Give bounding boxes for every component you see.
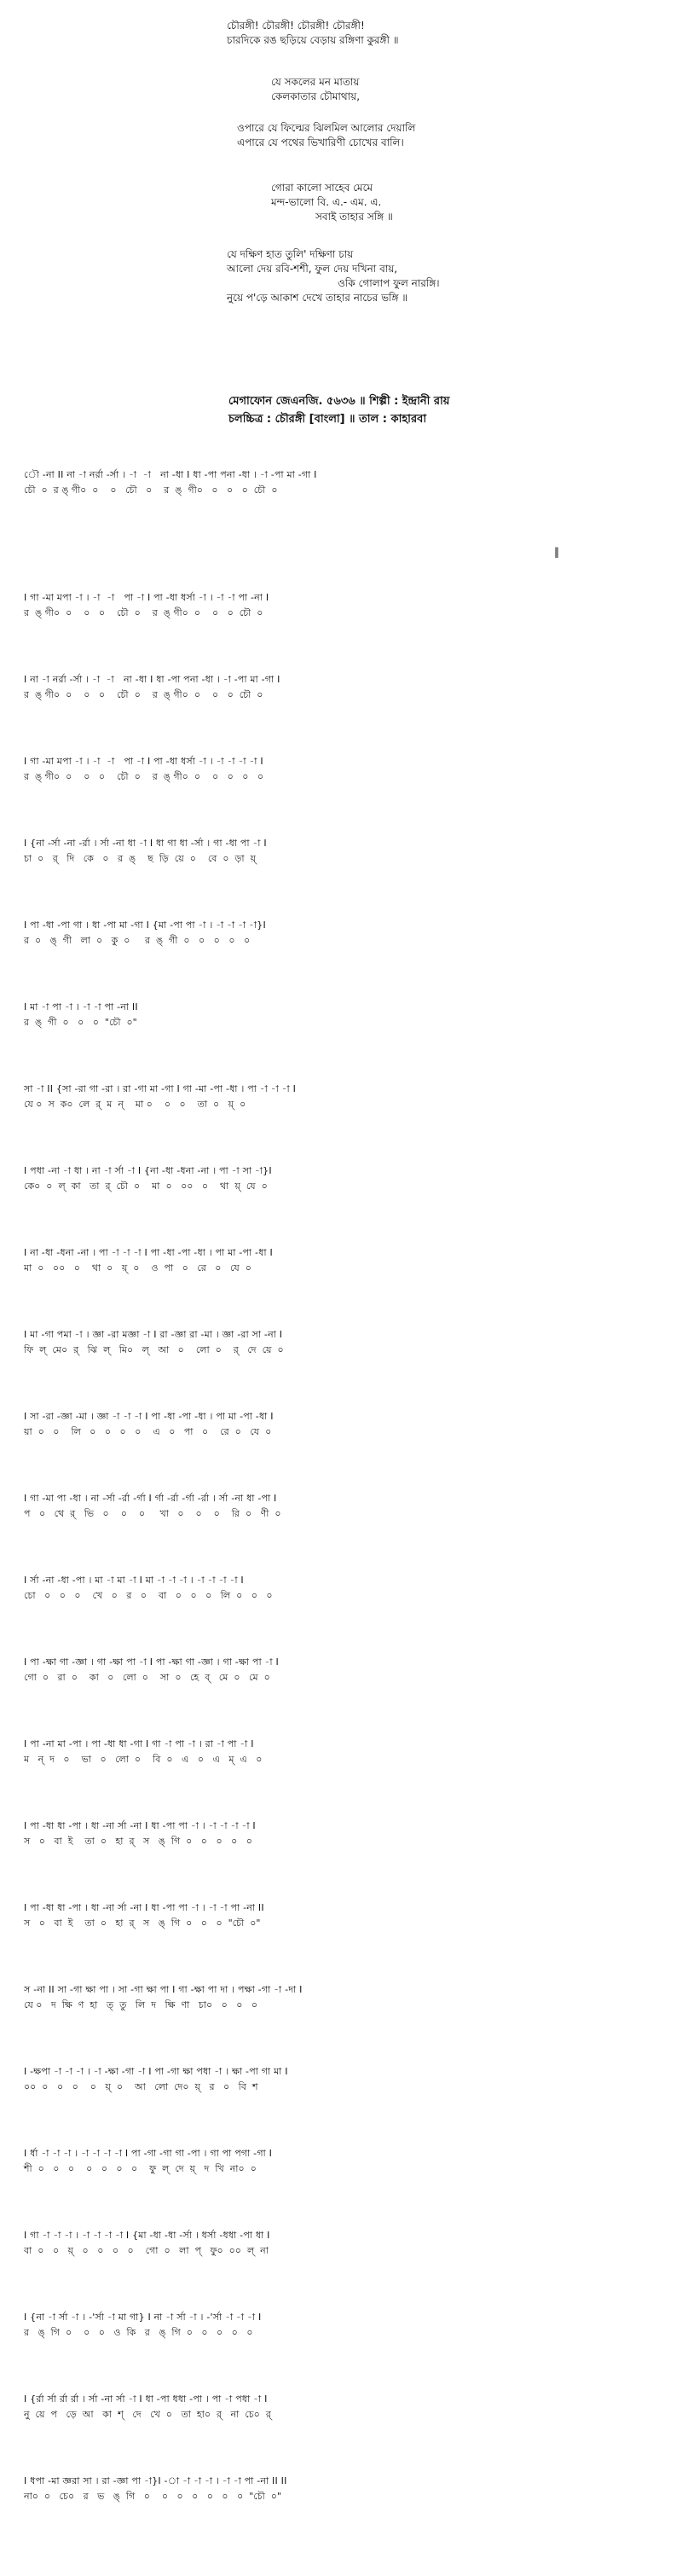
swara-line: I র্সা -না -ধা -পা । মা -া মা -া I মা -া -া -া । -া -া -া -া I	[24, 1575, 244, 1586]
notation-row	[24, 2146, 272, 2177]
lyric-line: চারদিকে রঙ ছড়িয়ে বেড়ায় রঙ্গিণা কুরঙ্গী ॥	[227, 34, 399, 46]
lyric-line: আলো দেয় রবি-শশী, ফুল দেয় দখিনা বায়,	[227, 263, 398, 275]
bol-line: চৌ ০ র ঙ্ গী০ ০ ০ চৌ ০ র ঙ্ গী০ ০ ০ ০ চৌ ০	[24, 484, 278, 496]
bol-line: র ঙ্ গি ০ ০ ০ ও কি র ঙ্ গি ০ ০ ০ ০ ০	[24, 2327, 253, 2338]
notation-row	[24, 1819, 256, 1849]
bol-line: প ০ থে র্ ভি ০ ০ ০ খা ০ ০ ০ রি ০ ণী ০	[24, 1508, 281, 1519]
notation-row	[24, 1082, 296, 1112]
bol-line: ম ন্ দ ০ ভা ০ লো ০ বি ০ এ ০ এ ম্ এ ০	[24, 1754, 263, 1765]
lyric-line: গোরা কালো সাহেব মেমে	[271, 182, 373, 194]
swara-line: সা -া II {সা -রা গা -রা । রা -গা মা -গা I গা -মা -পা -ধা । পা -া -া -া I	[24, 1083, 297, 1094]
swara-line: I {না -া র্সা -া । -'র্সা -া মা গা} I না -া র্সা -া । -'র্সা -া -া -া I	[24, 2312, 262, 2323]
notation-row	[24, 2474, 287, 2504]
bol-line: র ঙ্ গী ০ ০ ০ "চৌ ০"	[24, 1017, 137, 1028]
film-info: চলচ্চিত্র : চৌরঙ্গী [বাংলা] ॥ তাল : কাহারবা	[228, 413, 427, 426]
swara-line: ৌ -না II না -া নর্রা -র্সা । -া -া না -ধা I ধা -পা পনা -ধা । -া -পা মা -গা I	[24, 469, 317, 480]
bol-line: কে০ ০ ল্ কা তা র্ চৌ ০ মা ০ ০০ ০ থা য়্ যে ০	[24, 1181, 268, 1192]
notation-row	[24, 836, 267, 867]
lyric-line: এপারে যে পথের ভিখারিণী চোখের বালি।	[237, 136, 404, 148]
notation-row	[24, 2064, 288, 2095]
bol-line: র ঙ্ গী০ ০ ০ ০ চৌ ০ র ঙ্ গী০ ০ ০ ০ ০ ০	[24, 771, 264, 782]
swara-line: I র্ধা -া -া -া । -া -া -া -া I পা -গা -গা গা -পা । গা পা পগা -গা I	[24, 2148, 273, 2159]
swara-line: I পধা -না -া ধা । না -া র্সা -া I {না -ধা -ধনা -না । পা -া সা -া}I	[24, 1165, 272, 1176]
bol-line: র ঙ্ গী০ ০ ০ ০ চৌ ০ র ঙ্ গী০ ০ ০ ০ চৌ ০	[24, 689, 263, 700]
notation-row	[24, 1245, 273, 1276]
swara-line: I সা -রা -জ্ঞা -মা । জ্ঞা -া -া -া I পা -ধা -পা -ধা । পা মা -পা -ধা I	[24, 1411, 274, 1422]
swara-line: I {র্রা র্সা র্রা র্রা । র্সা -না র্সা -া I ধা -পা ধধা -পা । পা -া পধা -া I	[24, 2393, 268, 2405]
swara-line: I গা -া -া -া । -া -া -া -া I {মা -ধা -ধা -র্সা । ধর্সা -ধধা -পা ধা I	[24, 2230, 270, 2241]
swara-line: I না -ধা -ধনা -না । পা -া -া -া I পা -ধা -পা -ধা । পা মা -পা -ধা I	[24, 1247, 273, 1258]
lyric-line: যে সকলের মন মাতায়	[271, 76, 360, 88]
swara-line: স -না II সা -গা ক্ষা পা । সা -গা ক্ষা পা I গা -ক্ষা পা দা । পক্ষা -গা -া -দা I	[24, 1984, 303, 1995]
bol-line: শী ০ ০ ০ ০ ০ ০ ০ ফু ল্ দে য়্ দ খি না০ ০	[24, 2163, 257, 2174]
lyric-line: নুয়ে প'ড়ে আকাশ দেখে তাহার নাচের ভঙ্গি ॥	[227, 292, 408, 304]
notation-row	[24, 590, 269, 621]
swara-line: I গা -মা মপা -া । -া -া পা -া I পা -ধা ধর্সা -া । -া -া পা -না I	[24, 592, 269, 603]
notation-row	[24, 1491, 281, 1522]
notation-row	[24, 467, 317, 498]
song-info	[228, 392, 449, 428]
lyrics-stanza	[237, 121, 415, 150]
bol-line: ০০ ০ ০ ০ ০ য়্ ০ আ লো দে০ য়্ র ০ বি শ	[24, 2081, 258, 2092]
notation-row	[24, 1163, 272, 1194]
swara-line: I পা -ক্ষা গা -জ্ঞা । গা -ক্ষা পা -া I পা -ক্ষা গা -জ্ঞা । গা -ক্ষা পা -া I	[24, 1656, 279, 1668]
bol-line: যে ০ দ ক্ষি ণ হা ত্ তু লি দ ক্ষি ণা চা০ ০ ০ ০	[24, 1999, 258, 2010]
bol-line: য়া ০ ০ লি ০ ০ ০ ০ এ ০ পা ০ রে ০ যে ০	[24, 1426, 272, 1437]
notation-row	[24, 2310, 261, 2341]
notation-row	[24, 754, 263, 785]
lyrics-stanza	[271, 181, 393, 224]
bol-line: র ঙ্ গী০ ০ ০ ০ চৌ ০ র ঙ্ গী০ ০ ০ ০ চৌ ০	[24, 607, 263, 618]
swara-line: I {না -র্সা -না -র্রা । র্সা -না ধা -া I ধা গা ধা -র্সা । গা -ধা পা -া I	[24, 838, 267, 849]
notation-row	[24, 672, 280, 703]
swara-line: I গা -মা পা -ধা । না -র্সা -র্রা -র্গা I র্গা -র্রা -র্গা -র্রা । র্সা -না ধা -পা I	[24, 1493, 277, 1504]
swara-line: I গা -মা মপা -া । -া -া পা -া I পা -ধা ধর্সা -া । -া -া -া -া I	[24, 756, 263, 767]
lyric-line: ওপারে যে ফিল্মের ঝিলমিল আলোর দেয়ালি	[237, 122, 416, 134]
notation-row	[24, 1737, 262, 1767]
swara-line: I মা -া পা -া । -া -া পা -না II	[24, 1001, 138, 1012]
notation-row	[24, 1573, 273, 1604]
notation-row	[24, 2392, 271, 2422]
bol-line: বা ০ ০ য়্ ০ ০ ০ ০ গো ০ লা প্ ফু০ ০০ ল্ না	[24, 2245, 269, 2256]
notation-row	[24, 1655, 279, 1685]
lyric-line: যে দক্ষিণ হাত তুলি' দক্ষিণা চায়	[227, 248, 354, 260]
swara-line: I -ক্ষপা -া -া -া । -া -ক্ষা -গা -া I পা -গা ক্ষা পধা -া । ক্ষা -পা গা মা I	[24, 2066, 288, 2077]
lyric-line: মন্দ-ভালো বি. এ.- এম. এ.	[271, 196, 382, 208]
lyrics-stanza	[227, 247, 440, 305]
bol-line: যে ০ স ক০ লে র্ ম ন্ মা ০ ০ ০ তা ০ য়্ ০	[24, 1099, 246, 1110]
bol-line: স ০ বা ই তা ০ হা র্ স ঙ্ গি ০ ০ ০ ০ ০	[24, 1836, 252, 1847]
swara-line: I মা -গা পমা -া । জ্ঞা -রা মজ্ঞা -া I রা -জ্ঞা রা -মা । জ্ঞা -রা সা -না I	[24, 1329, 283, 1340]
swara-line: I পা -ধা ধা -পা । ধা -না র্সা -না I ধা -পা পা -া । -া -া -া -া I	[24, 1820, 256, 1831]
bol-line: ফি ল্ মে০ র্ ঝি ল্ মি০ ল্ আ ০ লো ০ র্ দে য়ে ০	[24, 1344, 284, 1355]
notation-row	[24, 1982, 303, 2013]
lyric-line: সবাই তাহার সঙ্গি ॥	[315, 211, 393, 223]
lyrics-stanza	[227, 19, 399, 48]
bol-line: স ০ বা ই তা ০ হা র্ স ঙ্ গি ০ ০ ০ "চৌ ০"	[24, 1917, 261, 1929]
divider-mark: ‖	[554, 546, 559, 558]
swara-line: I পা -ধা -পা গা । ধা -পা মা -গা I {মা -পা পা -া । -া -া -া -া}I	[24, 920, 266, 931]
bol-line: র ০ ঙ্ গী লা ০ কু ০ র ঙ্ গী ০ ০ ০ ০ ০	[24, 935, 251, 946]
bol-line: চো ০ ০ ০ খে ০ র ০ বা ০ ০ ০ লি ০ ০ ০	[24, 1590, 273, 1601]
lyric-line: চৌরঙ্গী! চৌরঙ্গী! চৌরঙ্গী! চৌরঙ্গী!	[227, 20, 365, 32]
notation-row	[24, 1327, 284, 1358]
lyric-line: ওকি গোলাপ ফুল নারঙ্গি।	[338, 277, 440, 289]
record-info: মেগাফোন জেএনজি. ৫৬৩৬ ॥ শিল্পী : ইন্দ্রানী রায়	[228, 395, 450, 408]
notation-row	[24, 1409, 274, 1440]
bol-line: গো ০ রা ০ কা ০ লো ০ সা ০ হে ব্ মে ০ মে ০	[24, 1672, 270, 1683]
notation-row	[24, 918, 266, 949]
lyrics-stanza	[271, 75, 360, 104]
swara-line: I পা -ধা ধা -পা । ধা -না র্সা -না I ধা -পা পা -া । -া -া পা -না II	[24, 1902, 264, 1913]
bol-line: মা ০ ০০ ০ থা ০ য়্ ০ ও পা ০ রে ০ যে ০	[24, 1262, 251, 1273]
bol-line: না০ ০ চে০ র ভ ঙ্ গি ০ ০ ০ ০ ০ ০ ০ "চৌ ০"	[24, 2491, 282, 2502]
swara-line: I না -া নর্রা -র্সা । -া -া না -ধা I ধা -পা পনা -ধা । -া -পা মা -গা I	[24, 674, 280, 685]
notation-row	[24, 2228, 270, 2259]
swara-line: I ধপা -মা জ্ঞরা সা । রা -জ্ঞা পা -া}I -া -া -া -া । -া -া পা -না II II	[24, 2475, 287, 2486]
lyric-line: কেলকাতার চৌমাথায়,	[271, 90, 361, 102]
bol-line: চা ০ র্ দি কে ০ র ঙ্ ছ ড়ি য়ে ০ বে ০ ড়া য়্	[24, 853, 257, 864]
notation-row	[24, 1900, 264, 1931]
notation-row	[24, 1000, 138, 1030]
bol-line: নু য়ে প ড়ে আ কা শ্ দে খে ০ তা হা০ র্ না চে০ র্	[24, 2409, 271, 2420]
swara-line: I পা -না মা -পা । পা -ধা ধা -গা I গা -া পা -া । রা -া পা -া I	[24, 1738, 254, 1749]
